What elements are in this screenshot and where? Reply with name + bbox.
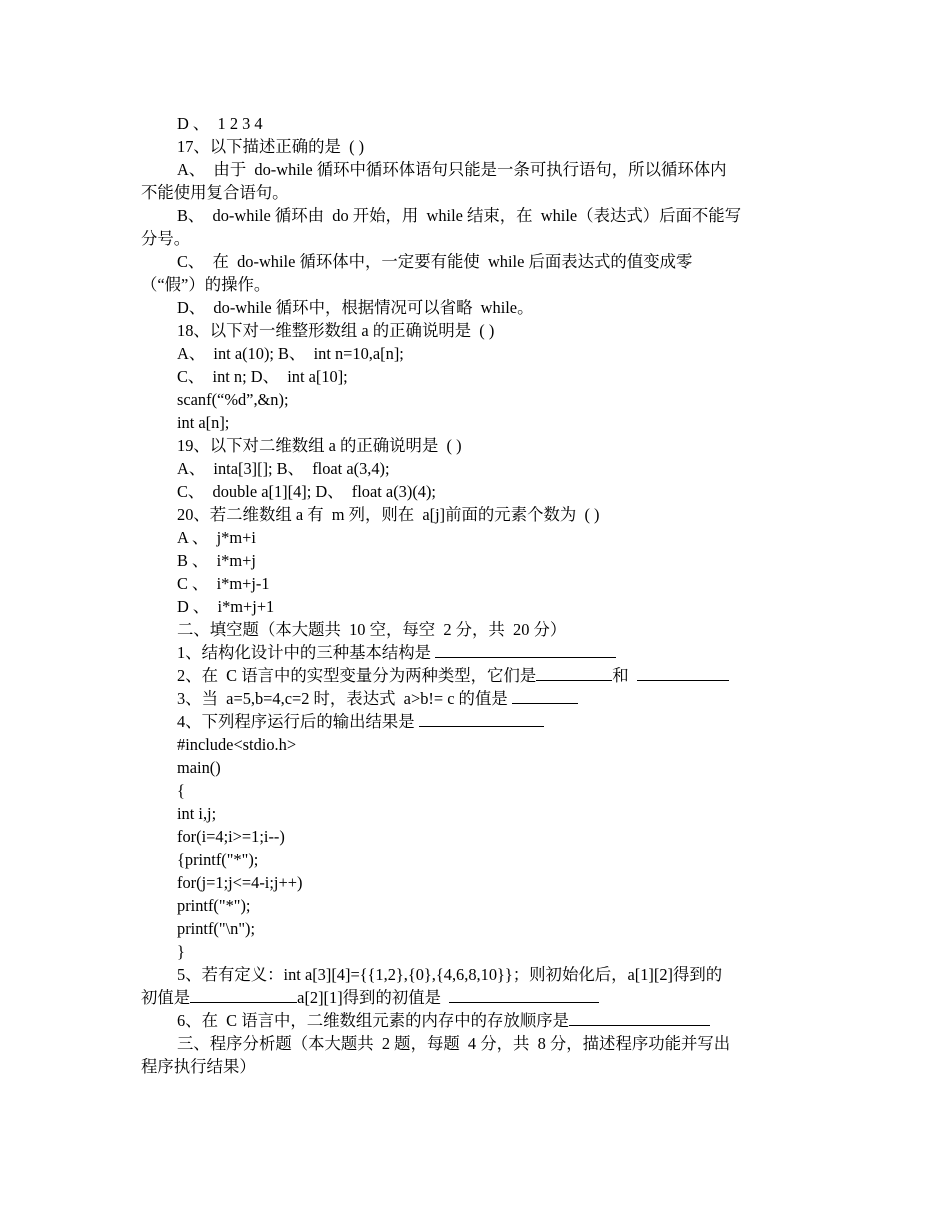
answer-blank: [435, 641, 616, 658]
text-line: 分号。: [141, 229, 191, 248]
fill-q5-initial: 初值是: [141, 988, 191, 1007]
text-line: A、 int a(10); B、 int n=10,a[n];: [177, 344, 404, 363]
fill-q3: [141, 687, 807, 710]
text-line: （“假”）的操作。: [141, 275, 271, 294]
text-line: C 、 i*m+j-1: [177, 574, 270, 593]
fill-q5-second: a[2][1]得到的初值是: [297, 988, 442, 1007]
fill-q5-cont: [141, 986, 807, 1009]
text-line: int a[n];: [177, 413, 230, 432]
code-line: int i,j;: [177, 804, 217, 823]
answer-blank: [190, 986, 297, 1003]
fill-q3-text: 3、当 a=5,b=4,c=2 时，表达式 a>b!= c 的值是: [177, 689, 508, 708]
text-line: A、 由于 do-while 循环中循环体语句只能是一条可执行语句，所以循环体内: [177, 160, 727, 179]
answer-blank: [419, 710, 544, 727]
text-line: 不能使用复合语句。: [141, 183, 289, 202]
answer-blank: [637, 664, 729, 681]
fill-q4: [141, 710, 807, 733]
code-line: {: [177, 781, 185, 800]
text-line: A、 inta[3][]; B、 float a(3,4);: [177, 459, 390, 478]
code-line: }: [177, 942, 185, 961]
code-line: {printf("*");: [177, 850, 259, 869]
fill-q4-text: 4、下列程序运行后的输出结果是: [177, 712, 415, 731]
text-line: 17、以下描述正确的是 ( ): [177, 137, 365, 156]
code-line: for(i=4;i>=1;i--): [177, 827, 285, 846]
fill-q5-text: 5、若有定义：int a[3][4]={{1,2},{0},{4,6,8,10}}；则初始化后，a[1][2]得到的: [177, 965, 723, 984]
text-line: 20、若二维数组 a 有 m 列，则在 a[j]前面的元素个数为 ( ): [177, 505, 600, 524]
answer-blank: [569, 1009, 710, 1026]
fill-q2: [141, 664, 807, 687]
text-line: D 、 i*m+j+1: [177, 597, 275, 616]
fill-q6: [141, 1009, 807, 1032]
text-line: D 、 1 2 3 4: [177, 114, 263, 133]
question-lines: [141, 112, 807, 641]
code-line: for(j=1;j<=4-i;j++): [177, 873, 303, 892]
answer-blank: [536, 664, 612, 681]
text-line: C、 int n; D、 int a[10];: [177, 367, 348, 386]
answer-blank: [512, 687, 578, 704]
text-line: B、 do-while 循环由 do 开始，用 while 结束，在 while（表达式）后面不能写: [177, 206, 742, 225]
text-line: C、 在 do-while 循环体中，一定要有能使 while 后面表达式的值变成零: [177, 252, 693, 271]
code-block: [141, 733, 807, 963]
section-3-heading-cont: 程序执行结果）: [141, 1057, 256, 1076]
code-line: main(): [177, 758, 221, 777]
code-line: printf("\n");: [177, 919, 256, 938]
answer-blank: [449, 986, 599, 1003]
fill-q1: [141, 641, 807, 664]
section-3-heading: 三、程序分析题（本大题共 2 题，每题 4 分，共 8 分，描述程序功能并写出: [177, 1034, 731, 1053]
fill-q2-and: 和: [612, 666, 629, 685]
code-line: printf("*");: [177, 896, 251, 915]
text-line: 18、以下对一维整形数组 a 的正确说明是 ( ): [177, 321, 495, 340]
text-line: 19、以下对二维数组 a 的正确说明是 ( ): [177, 436, 462, 455]
fill-q2-text: 2、在 C 语言中的实型变量分为两种类型，它们是: [177, 666, 537, 685]
text-line: A 、 j*m+i: [177, 528, 256, 547]
text-line: B 、 i*m+j: [177, 551, 256, 570]
fill-q1-text: 1、结构化设计中的三种基本结构是: [177, 643, 432, 662]
text-line: 二、填空题（本大题共 10 空，每空 2 分，共 20 分）: [177, 620, 567, 639]
text-line: scanf(“%d”,&n);: [177, 390, 289, 409]
fill-q6-text: 6、在 C 语言中，二维数组元素的内存中的存放顺序是: [177, 1011, 570, 1030]
text-line: C、 double a[1][4]; D、 float a(3)(4);: [177, 482, 436, 501]
fill-q5: [141, 963, 807, 986]
document-body: [141, 112, 807, 1078]
text-line: D、 do-while 循环中，根据情况可以省略 while。: [177, 298, 534, 317]
code-line: #include<stdio.h>: [177, 735, 297, 754]
